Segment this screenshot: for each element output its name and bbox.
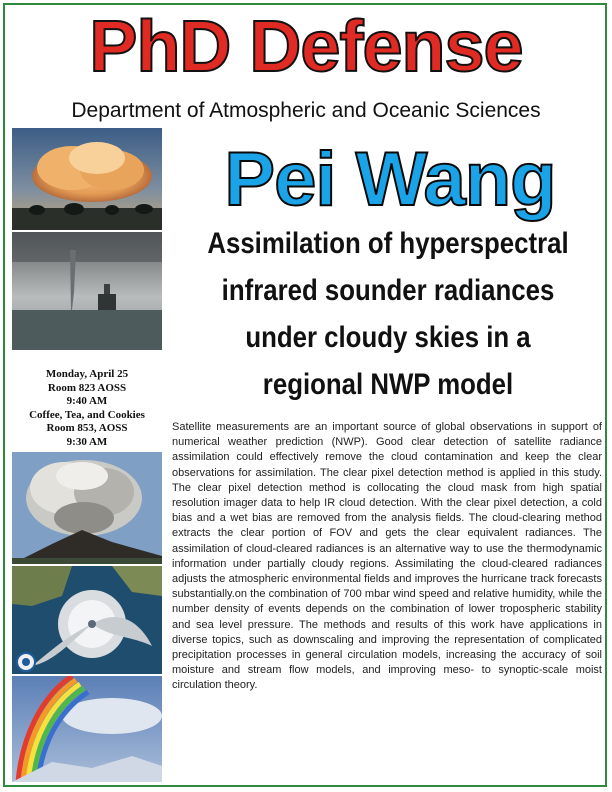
event-details xyxy=(12,368,162,449)
poster-title: PhD Defense xyxy=(89,7,523,87)
volcano-photo xyxy=(12,452,162,564)
event-date: Monday, April 25 xyxy=(45,368,129,380)
presenter-name: Pei Wang xyxy=(224,137,556,222)
event-time: 9:40 AM xyxy=(66,395,108,407)
storm-cloud-photo xyxy=(12,128,162,230)
thesis-line: infrared sounder radiances xyxy=(221,274,555,307)
thesis-line: Assimilation of hyperspectral xyxy=(207,227,569,260)
event-room: Room 823 AOSS xyxy=(47,381,127,394)
thesis-title xyxy=(202,220,574,408)
department-name: Department of Atmospheric and Oceanic Sciences xyxy=(71,99,541,122)
coffee-time: 9:30 AM xyxy=(66,435,108,448)
coffee-label: Coffee, Tea, and Cookies xyxy=(29,408,145,421)
abstract-text: Satellite measurements are an important source of global observations in support of numerical weather prediction (NWP). Good clear detection of satellite radiance assimilation could effectively remove the cloud contamination and keep the clear observations for assimilation. The clear pixel detection method is applied in this study. The clear pixel detection method is collocating the cloud mask from high spatial resolution imager data to help IR cloud detection. With the clear pixel detection, a cold bias and a wet bias are removed from the analysis fields. The cloud-clearing method extracts the clear portion of FOV and gets the clear equivalent radiances. The assimilation of cloud-cleared radiances is an alternative way to use the thermodynamic information under partially cloudy regions. Assimilating the cloud-cleared radiances adjusts the atmospheric environmental fields and improves the hurricane track forecasts substantially.on the combination of 700 mbar wind speed and relative humidity, while the number density of events depends on the combination of lower tropospheric stability and sea level pressure. The methods and results of this work have applications in diverse topics, such as downscaling and improving the representation of complicated precipitation processes in general circulation models, increasing the accuracy of soil moisture and stream flow models, and improving meso- to synoptic-scale moist circulation theory. xyxy=(172,421,602,692)
thesis-line: regional NWP model xyxy=(262,368,514,401)
thesis-line: under cloudy skies in a xyxy=(245,321,531,354)
hurricane-photo xyxy=(12,566,162,674)
coffee-room: Room 853, AOSS xyxy=(46,422,128,434)
waterspout-photo xyxy=(12,232,162,350)
rainbow-photo xyxy=(12,676,162,782)
